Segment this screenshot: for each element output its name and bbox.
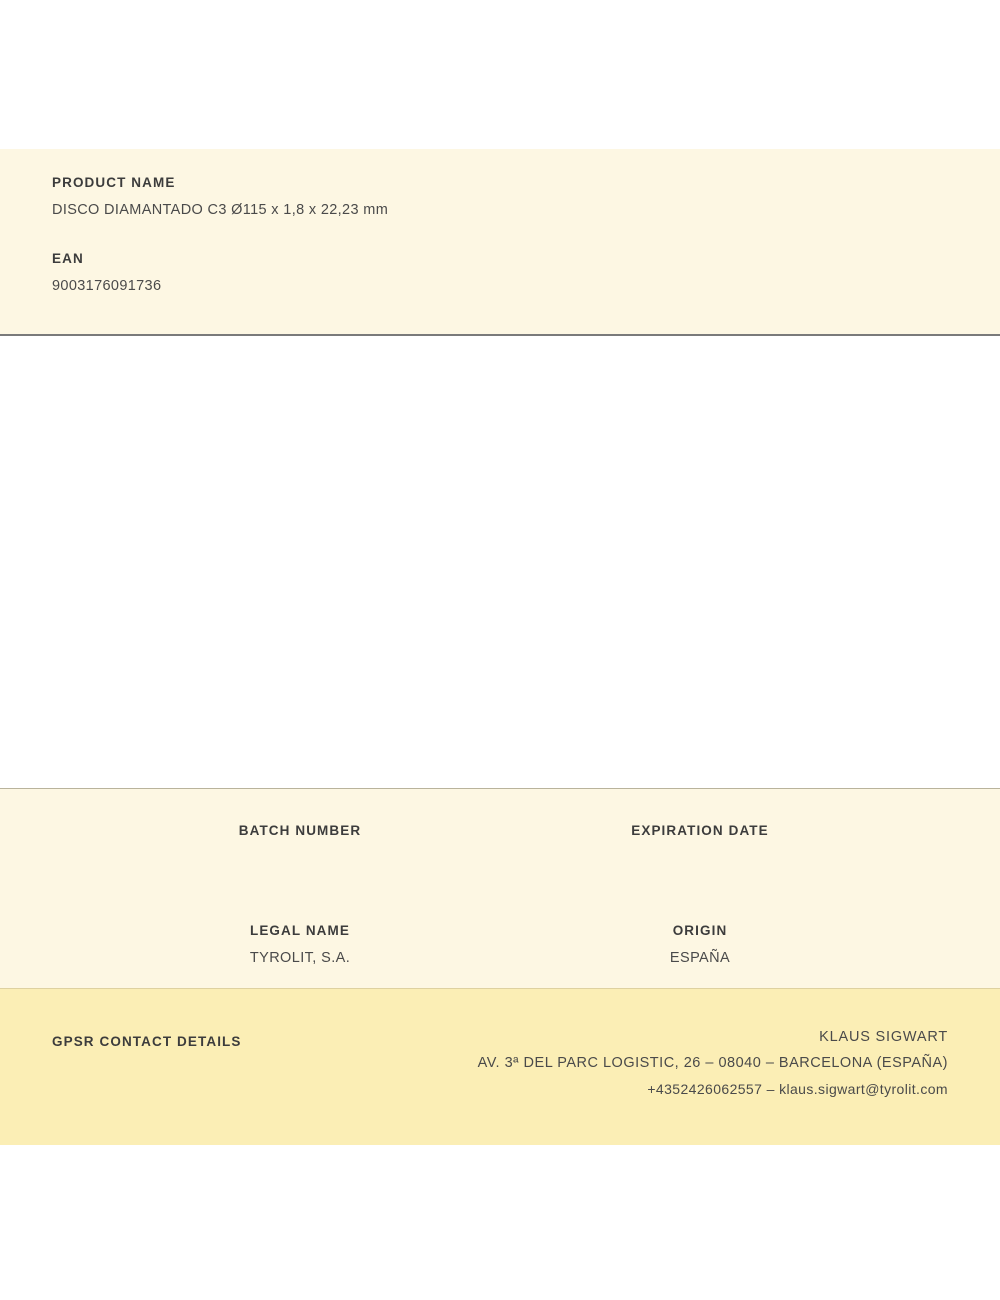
batch-info-block — [0, 788, 1000, 988]
ean-label: EAN — [52, 251, 84, 266]
ean-value: 9003176091736 — [52, 278, 162, 294]
legal-name-value: TYROLIT, S.A. — [249, 950, 351, 966]
product-info-inner — [0, 149, 1000, 294]
product-name-label: PRODUCT NAME — [52, 175, 176, 190]
origin-value: ESPAÑA — [669, 950, 731, 966]
origin-group — [500, 923, 900, 967]
gpsr-contact-inner — [52, 989, 948, 1145]
spacer-left-bottom — [0, 923, 100, 967]
blank-middle-area — [0, 336, 1000, 788]
spacer-left-top — [0, 823, 100, 867]
spacer-right-bottom — [900, 923, 1000, 967]
product-info-block — [0, 148, 1000, 336]
origin-label: ORIGIN — [672, 923, 728, 938]
expiration-date-label: EXPIRATION DATE — [631, 823, 769, 838]
legal-name-label: LEGAL NAME — [249, 923, 350, 938]
product-name-value: DISCO DIAMANTADO C3 Ø115 x 1,8 x 22,23 mm — [52, 202, 389, 218]
gpsr-contact-block — [0, 988, 1000, 1145]
blank-bottom-area — [0, 1145, 1000, 1300]
expiration-date-group — [500, 823, 900, 867]
gpsr-contact-address: AV. 3ª DEL PARC LOGISTIC, 26 – 08040 – BARCELONA (ESPAÑA) — [477, 1055, 948, 1071]
gpsr-contact-name: KLAUS SIGWART — [819, 1029, 948, 1045]
spacer-right-top — [900, 823, 1000, 867]
batch-number-group — [100, 823, 500, 867]
gpsr-contact-title: GPSR CONTACT DETAILS — [52, 1034, 242, 1049]
gpsr-contact-lines — [478, 1029, 948, 1097]
batch-number-value — [100, 850, 500, 867]
gpsr-contact-phone-email: +4352426062557 – klaus.sigwart@tyrolit.com — [647, 1081, 948, 1097]
ean-group — [52, 251, 948, 294]
batch-row-top — [0, 789, 1000, 867]
legal-name-group — [100, 923, 500, 967]
batch-number-label: BATCH NUMBER — [238, 823, 362, 838]
expiration-date-value — [500, 850, 900, 867]
batch-row-bottom — [0, 867, 1000, 967]
